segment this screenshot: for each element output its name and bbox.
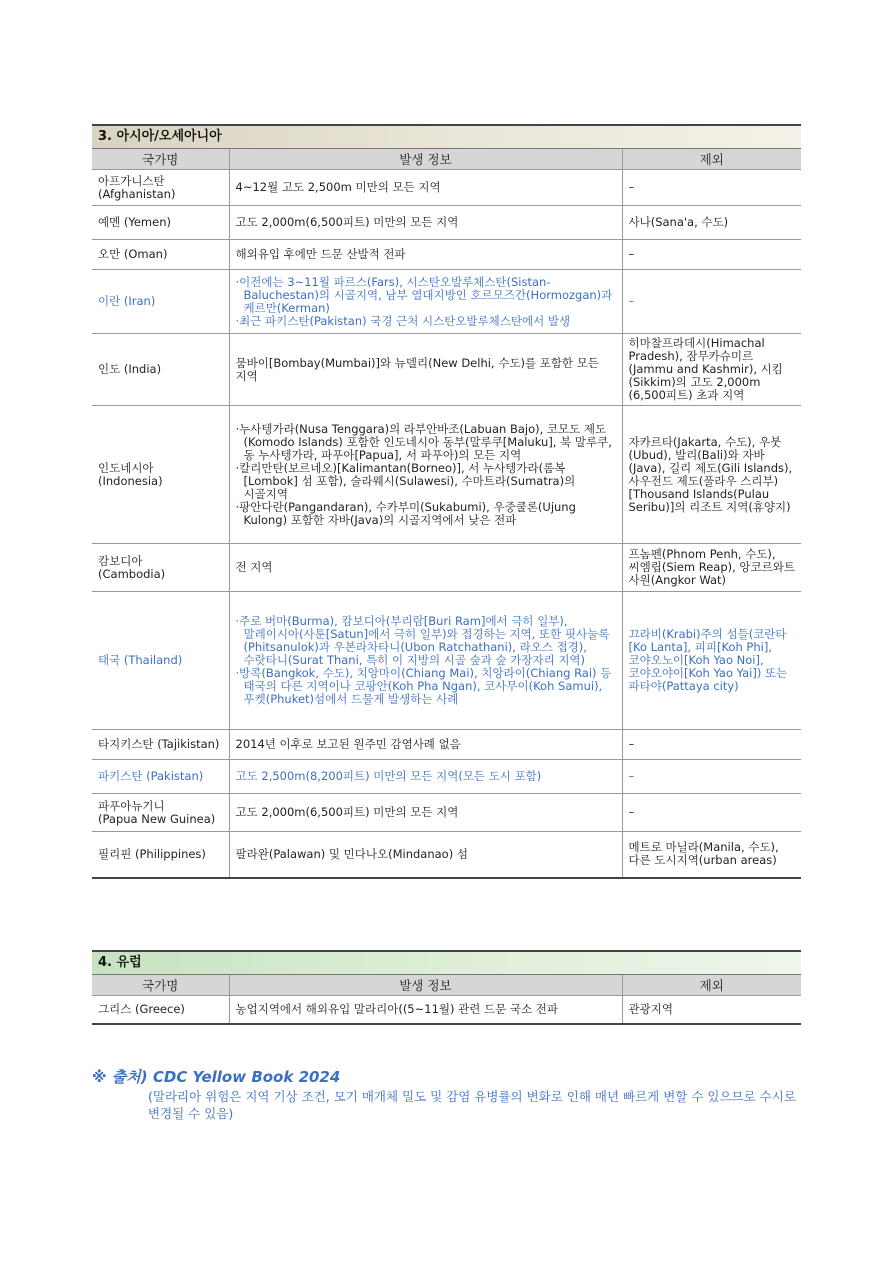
country-cell: 예멘 (Yemen): [92, 206, 229, 240]
info-cell: 4~12월 고도 2,500m 미만의 모든 지역: [229, 170, 622, 206]
table-row: [92, 240, 801, 270]
europe-section: [92, 950, 801, 1025]
country-cell: 인도 (India): [92, 334, 229, 406]
country-cell: 그리스 (Greece): [92, 996, 229, 1024]
info-cell: 농업지역에서 해외유입 말라리아((5~11월) 관련 드문 국소 전파: [229, 996, 622, 1024]
info-cell: 고도 2,000m(6,500피트) 미만의 모든 지역: [229, 794, 622, 832]
info-cell: 전 지역: [229, 544, 622, 592]
exclude-cell: –: [622, 270, 801, 334]
exclude-cell: –: [622, 730, 801, 760]
info-cell: ·이전에는 3~11월 파르스(Fars), 시스탄오발루체스탄(Sistan-Baluchestan)의 시골지역, 남부 열대지방인 호르모즈간(Hormozgan)과 케르만(Kerman) ·최근 파키스탄(Pakistan) 국경 근처 시스탄오발루체스탄에서 발생: [229, 270, 622, 334]
table-row: [92, 996, 801, 1024]
table-row: [92, 406, 801, 544]
asia-section: [92, 124, 801, 879]
exclude-cell: 메트로 마닐라(Manila, 수도), 다른 도시지역(urban areas): [622, 832, 801, 878]
info-cell: 팔라완(Palawan) 및 민다나오(Mindanao) 섬: [229, 832, 622, 878]
col-header-country: 국가명: [92, 975, 229, 996]
table-row: [92, 170, 801, 206]
table-row: [92, 206, 801, 240]
table-row: [92, 334, 801, 406]
info-cell: 고도 2,500m(8,200피트) 미만의 모든 지역(모든 도시 포함): [229, 760, 622, 794]
europe-table: [92, 975, 801, 1025]
exclude-cell: –: [622, 794, 801, 832]
country-cell: 파푸아뉴기니 (Papua New Guinea): [92, 794, 229, 832]
col-header-exclude: 제외: [622, 975, 801, 996]
table-row: [92, 270, 801, 334]
exclude-cell: 프놈펜(Phnom Penh, 수도), 씨엠립(Siem Reap), 앙코르와트 사원(Angkor Wat): [622, 544, 801, 592]
source-label: ※ 출처) CDC Yellow Book 2024: [92, 1068, 341, 1086]
info-cell: 고도 2,000m(6,500피트) 미만의 모든 지역: [229, 206, 622, 240]
table-row: [92, 544, 801, 592]
table-row: [92, 592, 801, 730]
exclude-cell: –: [622, 170, 801, 206]
col-header-info: 발생 정보: [229, 149, 622, 170]
country-cell: 인도네시아 (Indonesia): [92, 406, 229, 544]
country-cell: 아프가니스탄 (Afghanistan): [92, 170, 229, 206]
exclude-cell: 관광지역: [622, 996, 801, 1024]
info-cell: ·주로 버마(Burma), 캄보디아(부리람[Buri Ram]에서 극히 일부), 말레이시아(사툰[Satun]에서 극히 일부)와 접경하는 지역, 또한 핏사눌록(Phitsanulok)과 우본라차타니(Ubon Ratchathani), 라오스 접경), 수랏타니(Surat Thani, 특히 이 지방의 시골 숲과 숲 가장자리 지역) ·방콕(Bangkok, 수도), 치앙마이(Chiang Mai), 치앙라이(Chiang Rai) 등 태국의 다른 지역이나 코팡안(Koh Pha Ngan), 코사무이(Koh Samui), 푸켓(Phuket)섬에서 드물게 발생하는 사례: [229, 592, 622, 730]
table-row: [92, 832, 801, 878]
exclude-cell: 히마찰프라데시(Himachal Pradesh), 잠무카슈미르(Jammu and Kashmir), 시킴(Sikkim)의 고도 2,000m (6,500피트) 초과 지역: [622, 334, 801, 406]
country-cell: 이란 (Iran): [92, 270, 229, 334]
asia-table: [92, 149, 801, 879]
exclude-cell: –: [622, 240, 801, 270]
info-cell: 뭄바이[Bombay(Mumbai)]와 뉴델리(New Delhi, 수도)를 포함한 모든 지역: [229, 334, 622, 406]
europe-section-title: 4. 유럽: [92, 950, 801, 975]
col-header-info: 발생 정보: [229, 975, 622, 996]
source-note: (말라리아 위험은 지역 기상 조건, 모기 매개체 밀도 및 감염 유병률의 변화로 인해 매년 빠르게 변할 수 있으므로 수시로 변경될 수 있음): [148, 1089, 796, 1121]
table-row: [92, 760, 801, 794]
country-cell: 타지키스탄 (Tajikistan): [92, 730, 229, 760]
exclude-cell: 끄라비(Krabi)주의 섬들(코란타[Ko Lanta], 피피[Koh Phi], 코야오노이[Koh Yao Noi], 코야오야이[Koh Yao Yai]) 또는 파타야(Pattaya city): [622, 592, 801, 730]
exclude-cell: 자카르타(Jakarta, 수도), 우붓(Ubud), 발리(Bali)와 자바(Java), 길리 제도(Gili Islands), 사우전드 제도(풀라우 스리부)[Thousand Islands(Pulau Seribu)]의 리조트 지역(휴양지): [622, 406, 801, 544]
exclude-cell: –: [622, 760, 801, 794]
asia-section-title: 3. 아시아/오세아니아: [92, 124, 801, 149]
table-row: [92, 794, 801, 832]
country-cell: 캄보디아 (Cambodia): [92, 544, 229, 592]
table-row: [92, 730, 801, 760]
info-cell: 해외유입 후에만 드문 산발적 전파: [229, 240, 622, 270]
info-cell: ·누사텡가라(Nusa Tenggara)의 라부안바조(Labuan Bajo), 코모도 제도(Komodo Islands) 포함한 인도네시아 동부(말루쿠[Maluku], 북 말루쿠, 동 누사텡가라, 파푸아[Papua], 서 파푸아)의 모든 지역 ·칼리만탄(보르네오)[Kalimantan(Borneo)], 서 누사텡가라(롬복[Lombok] 섬 포함), 술라웨시(Sulawesi), 수마트라(Sumatra)의 시골지역 ·팡안다란(Pangandaran), 수카부미(Sukabumi), 우중쿨론(Ujung Kulong) 포함한 자바(Java)의 시골지역에서 낮은 전파: [229, 406, 622, 544]
info-cell: 2014년 이후로 보고된 원주민 감염사례 없음: [229, 730, 622, 760]
country-cell: 태국 (Thailand): [92, 592, 229, 730]
col-header-exclude: 제외: [622, 149, 801, 170]
col-header-country: 국가명: [92, 149, 229, 170]
exclude-cell: 사나(Sana'a, 수도): [622, 206, 801, 240]
country-cell: 필리핀 (Philippines): [92, 832, 229, 878]
country-cell: 오만 (Oman): [92, 240, 229, 270]
country-cell: 파키스탄 (Pakistan): [92, 760, 229, 794]
